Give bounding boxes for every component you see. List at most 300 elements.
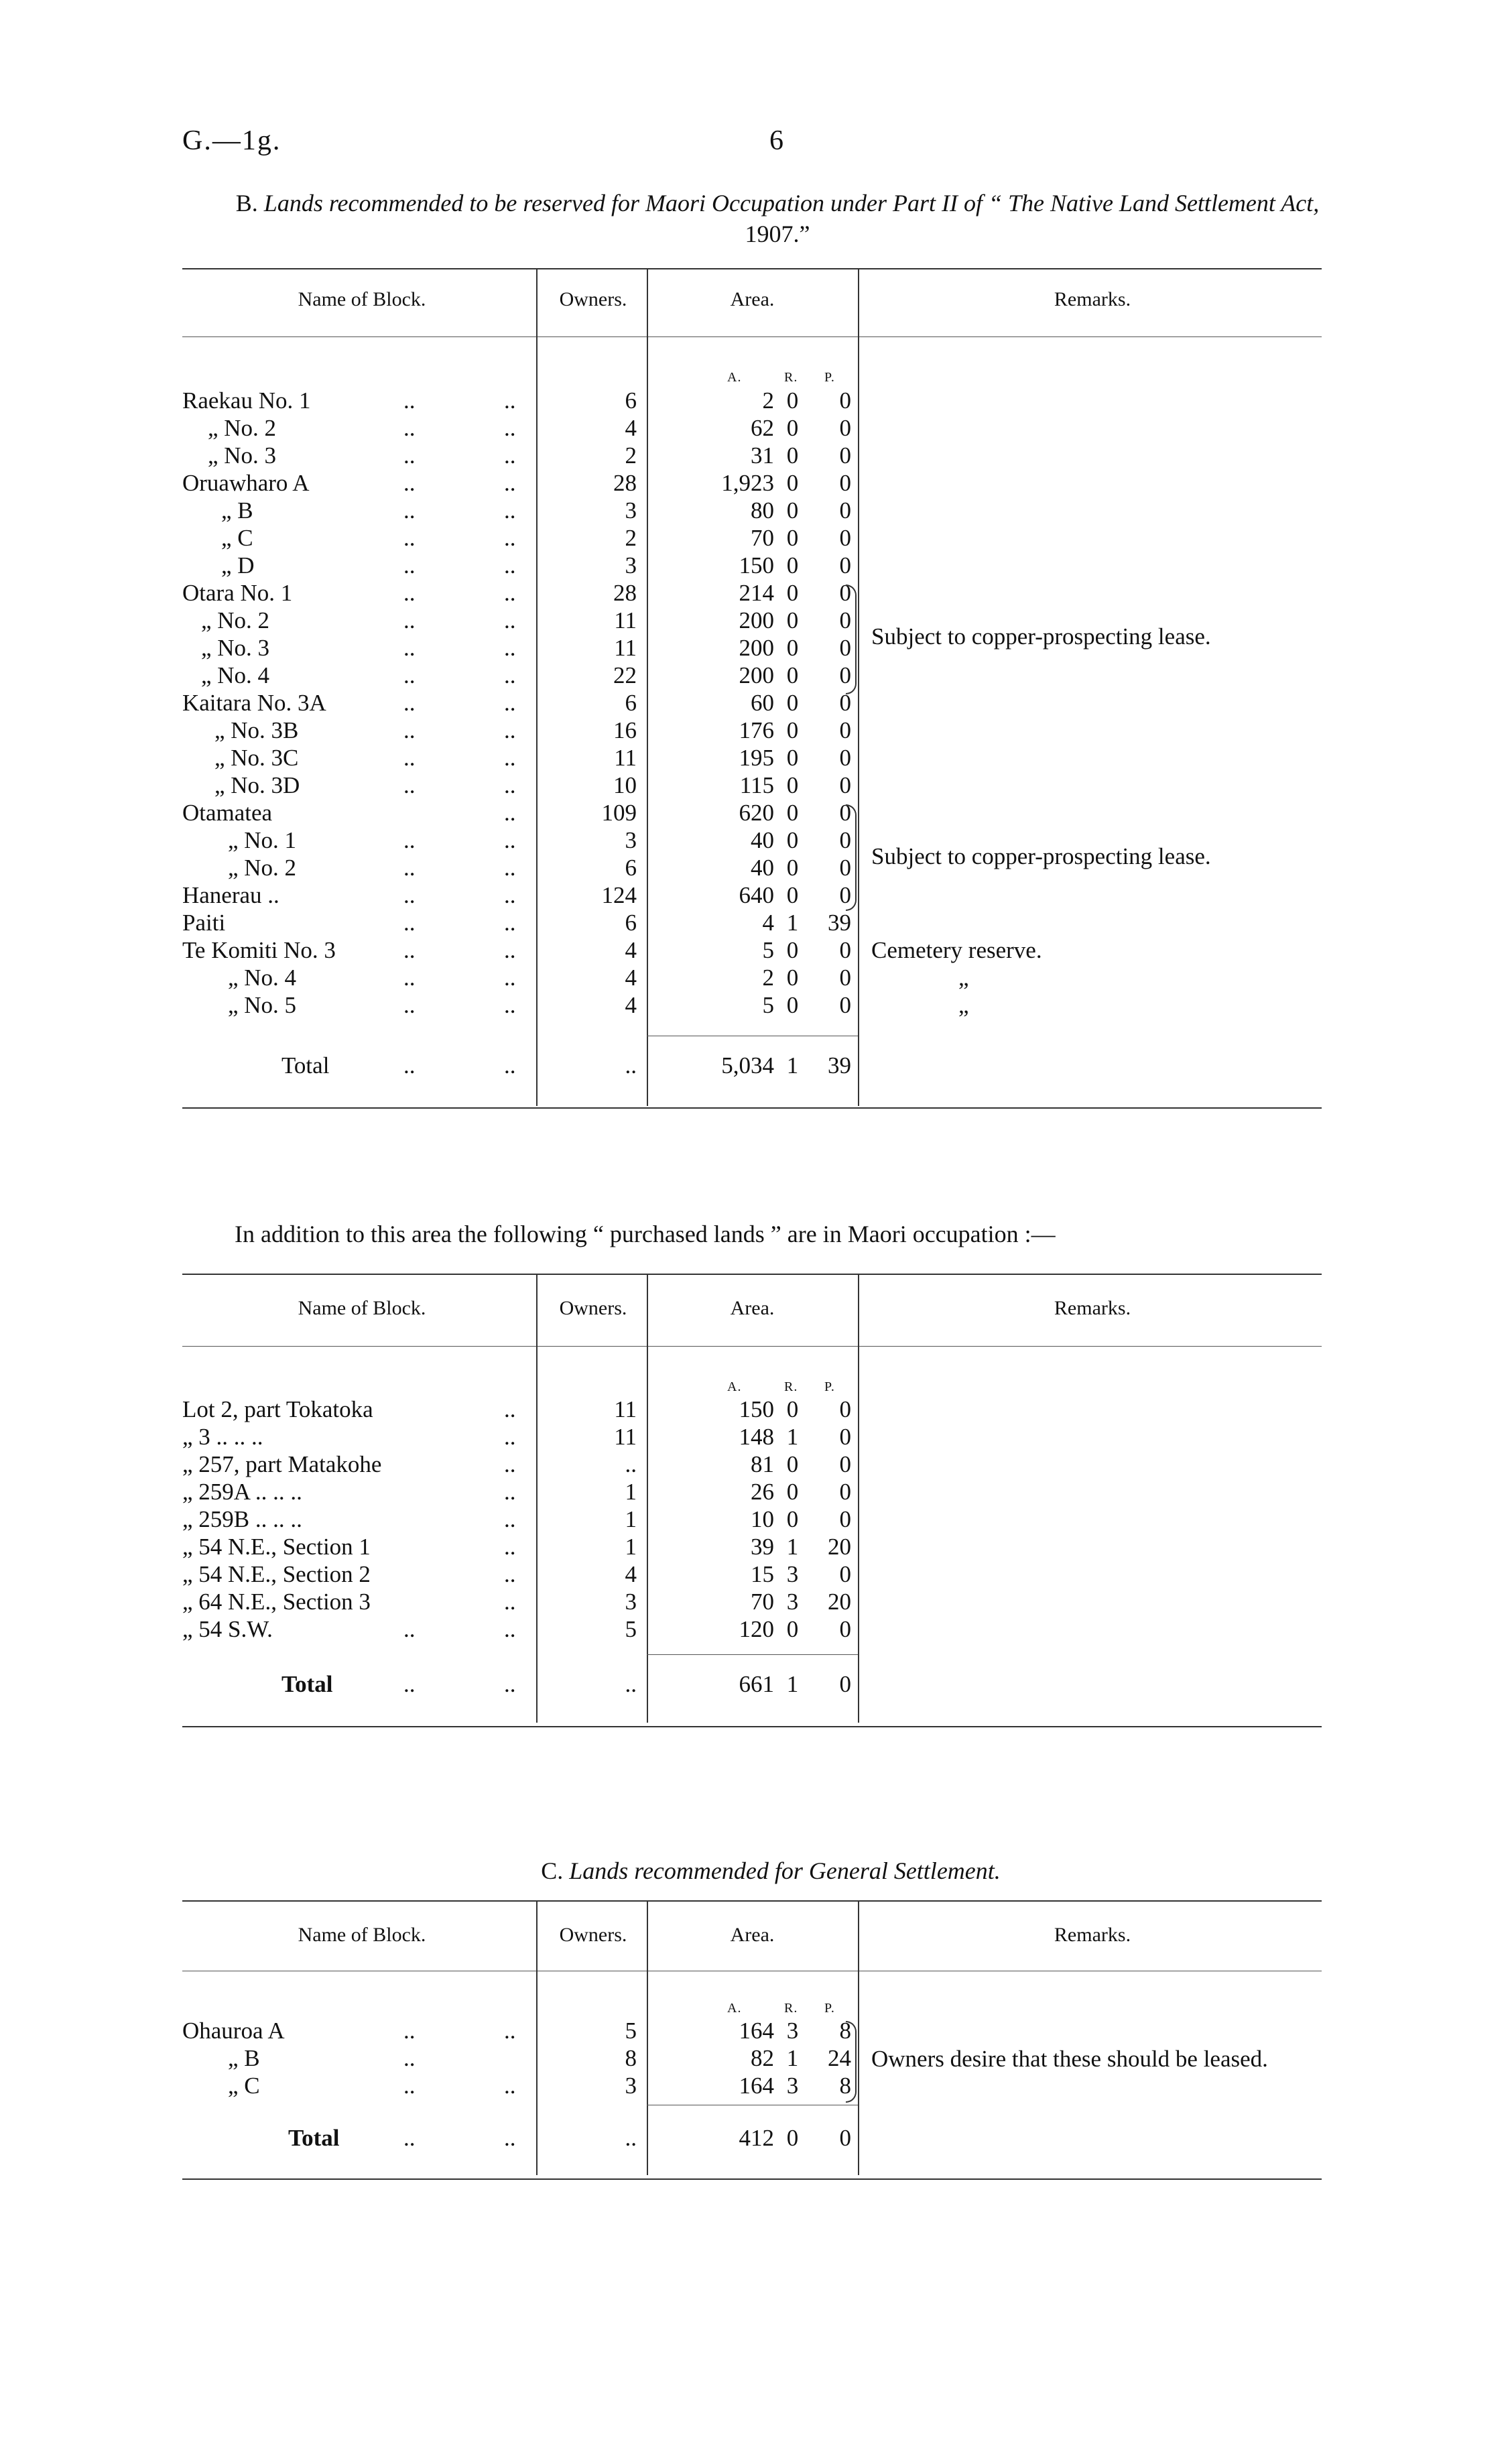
table-p-header-rule: [182, 1346, 1322, 1347]
acres-cell: 150: [739, 1396, 774, 1422]
table-b-bottom-rule: [182, 1107, 1322, 1109]
block-name-cell: Ohauroa A: [182, 2018, 285, 2044]
block-name-cell: „ No. 3C: [214, 745, 299, 771]
remark-otamatea: Subject to copper-prospecting lease.: [871, 843, 1211, 869]
roods-cell: 0: [786, 442, 799, 469]
owners-cell: ..: [625, 1671, 637, 1697]
leader-dots: ..: [504, 965, 516, 991]
acres-cell: 620: [739, 800, 774, 826]
block-name-cell: „ No. 3: [208, 442, 277, 469]
table-row: [0, 827, 1512, 855]
table-row: [0, 1479, 1512, 1507]
leader-dots: ..: [403, 1052, 416, 1079]
roods-cell: 0: [786, 1506, 799, 1532]
owners-cell: 16: [613, 717, 637, 743]
acres-cell: 81: [751, 1451, 774, 1477]
owners-cell: 4: [625, 937, 637, 963]
leader-dots: ..: [504, 800, 516, 826]
owners-cell: 11: [614, 745, 637, 771]
table-total-row: [0, 1671, 1512, 1699]
acres-cell: 661: [739, 1671, 774, 1697]
table-row: [0, 772, 1512, 800]
column-header-name: Name of Block.: [298, 288, 426, 310]
leader-dots: ..: [403, 415, 416, 441]
block-name-cell: „ No. 2: [208, 415, 277, 441]
block-name-cell: „ 54 S.W.: [182, 1616, 273, 1642]
leader-dots: ..: [403, 1616, 416, 1642]
column-header-remarks: Remarks.: [1054, 1924, 1131, 1946]
owners-cell: 6: [625, 855, 637, 881]
unit-roods: R.: [784, 2001, 798, 2016]
leader-dots: ..: [504, 1534, 516, 1560]
leader-dots: ..: [403, 1671, 416, 1697]
perches-cell: 0: [839, 1506, 851, 1532]
leader-dots: ..: [504, 992, 516, 1018]
block-name-cell: „ No. 2: [228, 855, 297, 881]
column-header-remarks: Remarks.: [1054, 1297, 1131, 1319]
owners-cell: ..: [625, 2125, 637, 2151]
unit-acres: A.: [727, 2001, 742, 2016]
owners-cell: ..: [625, 1451, 637, 1477]
leader-dots: ..: [504, 1671, 516, 1697]
document-reference: G.—1g.: [182, 125, 281, 156]
leader-dots: ..: [403, 855, 416, 881]
unit-perches: P.: [824, 1379, 835, 1394]
leader-dots: ..: [504, 607, 516, 633]
table-p-top-rule: [182, 1274, 1322, 1275]
acres-cell: 5: [762, 937, 774, 963]
section-b-title-year: 1907.”: [745, 221, 810, 247]
acres-cell: 60: [751, 690, 774, 716]
roods-cell: 1: [786, 1671, 799, 1697]
acres-cell: 15: [751, 1561, 774, 1587]
perches-cell: 0: [839, 415, 851, 441]
roods-cell: 0: [786, 1451, 799, 1477]
roods-cell: 0: [786, 607, 799, 633]
section-b-title: [228, 188, 1327, 249]
perches-cell: 0: [839, 552, 851, 578]
block-name-cell: „ B: [221, 497, 253, 524]
leader-dots: ..: [504, 882, 516, 908]
table-p-total-rule: [647, 1654, 858, 1655]
table-p-bottom-rule: [182, 1726, 1322, 1727]
leader-dots: ..: [403, 772, 416, 798]
acres-cell: 5,034: [721, 1052, 774, 1079]
section-b-title-text: Lands recommended to be reserved for Maori Occupation under Part II of “ The Native Land Settlement Act,: [263, 190, 1320, 217]
leader-dots: ..: [504, 1396, 516, 1422]
owners-cell: ..: [625, 1052, 637, 1079]
block-name-cell: „ C: [228, 2073, 260, 2099]
leader-dots: ..: [504, 470, 516, 496]
owners-cell: 124: [601, 882, 637, 908]
table-c-bottom-rule: [182, 2178, 1322, 2180]
acres-cell: 214: [739, 580, 774, 606]
acres-cell: 640: [739, 882, 774, 908]
table-row: [0, 1616, 1512, 1644]
owners-cell: 11: [614, 635, 637, 661]
table-row: [0, 910, 1512, 938]
leader-dots: ..: [504, 1052, 516, 1079]
acres-cell: 200: [739, 607, 774, 633]
table-row: [0, 442, 1512, 471]
perches-cell: 24: [828, 2045, 851, 2071]
leader-dots: ..: [403, 965, 416, 991]
acres-cell: 31: [751, 442, 774, 469]
owners-cell: 3: [625, 552, 637, 578]
section-c-title-text: Lands recommended for General Settlement.: [569, 1857, 1001, 1884]
acres-cell: 412: [739, 2125, 774, 2151]
block-name-cell: „ 3 .. .. ..: [182, 1424, 263, 1450]
leader-dots: ..: [403, 745, 416, 771]
table-row: [0, 2045, 1512, 2073]
roods-cell: 0: [786, 992, 799, 1018]
page-number: 6: [769, 125, 783, 156]
block-name-cell: Paiti: [182, 910, 226, 936]
block-name-cell: Total: [281, 1052, 330, 1079]
acres-cell: 176: [739, 717, 774, 743]
owners-cell: 8: [625, 2045, 637, 2071]
owners-cell: 2: [625, 442, 637, 469]
leader-dots: ..: [504, 1506, 516, 1532]
roods-cell: 0: [786, 882, 799, 908]
leader-dots: ..: [504, 1561, 516, 1587]
table-row: [0, 717, 1512, 745]
table-row: [0, 937, 1512, 965]
perches-cell: 0: [839, 662, 851, 688]
perches-cell: 39: [828, 1052, 851, 1079]
owners-cell: 1: [625, 1479, 637, 1505]
perches-cell: 20: [828, 1534, 851, 1560]
perches-cell: 0: [839, 937, 851, 963]
leader-dots: ..: [504, 662, 516, 688]
acres-cell: 10: [751, 1506, 774, 1532]
owners-cell: 2: [625, 525, 637, 551]
remark-owners-desire-lease: Owners desire that these should be leased.: [871, 2046, 1268, 2072]
roods-cell: 0: [786, 662, 799, 688]
leader-dots: ..: [504, 690, 516, 716]
perches-cell: 0: [839, 1671, 851, 1697]
roods-cell: 3: [786, 1589, 799, 1615]
leader-dots: ..: [403, 910, 416, 936]
owners-cell: 28: [613, 580, 637, 606]
leader-dots: ..: [403, 882, 416, 908]
roods-cell: 0: [786, 580, 799, 606]
table-row: [0, 992, 1512, 1020]
block-name-cell: „ No. 4: [201, 662, 270, 688]
block-name-cell: Oruawharo A: [182, 470, 310, 496]
remark-brace: [846, 804, 857, 911]
perches-cell: 0: [839, 1561, 851, 1587]
acres-cell: 164: [739, 2073, 774, 2099]
unit-roods: R.: [784, 1379, 798, 1394]
leader-dots: ..: [403, 387, 416, 414]
perches-cell: 0: [839, 745, 851, 771]
perches-cell: 0: [839, 992, 851, 1018]
perches-cell: 8: [839, 2018, 851, 2044]
perches-cell: 0: [839, 580, 851, 606]
leader-dots: ..: [504, 1589, 516, 1615]
perches-cell: 0: [839, 525, 851, 551]
roods-cell: 0: [786, 827, 799, 853]
column-header-name: Name of Block.: [298, 1924, 426, 1946]
perches-cell: 0: [839, 470, 851, 496]
perches-cell: 0: [839, 800, 851, 826]
leader-dots: ..: [403, 992, 416, 1018]
unit-perches: P.: [824, 370, 835, 385]
acres-cell: 4: [762, 910, 774, 936]
block-name-cell: Total: [281, 1671, 333, 1697]
block-name-cell: Lot 2, part Tokatoka: [182, 1396, 373, 1422]
leader-dots: ..: [504, 2125, 516, 2151]
leader-dots: ..: [403, 827, 416, 853]
roods-cell: 0: [786, 965, 799, 991]
leader-dots: ..: [403, 497, 416, 524]
perches-cell: 0: [839, 1479, 851, 1505]
roods-cell: 1: [786, 2045, 799, 2071]
owners-cell: 1: [625, 1506, 637, 1532]
leader-dots: ..: [504, 442, 516, 469]
roods-cell: 0: [786, 937, 799, 963]
block-name-cell: „ No. 2: [201, 607, 270, 633]
owners-cell: 28: [613, 470, 637, 496]
leader-dots: ..: [504, 552, 516, 578]
table-row: [0, 552, 1512, 580]
acres-cell: 148: [739, 1424, 774, 1450]
leader-dots: ..: [403, 937, 416, 963]
table-c-top-rule: [182, 1900, 1322, 1902]
table-row: [0, 525, 1512, 553]
leader-dots: ..: [403, 717, 416, 743]
owners-cell: 3: [625, 2073, 637, 2099]
table-row: [0, 470, 1512, 498]
block-name-cell: Otara No. 1: [182, 580, 293, 606]
table-row: [0, 1534, 1512, 1562]
block-name-cell: „ No. 3D: [214, 772, 300, 798]
unit-acres: A.: [727, 370, 742, 385]
owners-cell: 11: [614, 1424, 637, 1450]
table-row: [0, 497, 1512, 526]
owners-cell: 5: [625, 2018, 637, 2044]
leader-dots: ..: [504, 415, 516, 441]
perches-cell: 39: [828, 910, 851, 936]
leader-dots: ..: [504, 855, 516, 881]
leader-dots: ..: [504, 1479, 516, 1505]
block-name-cell: Total: [288, 2125, 340, 2151]
owners-cell: 6: [625, 910, 637, 936]
leader-dots: ..: [403, 580, 416, 606]
perches-cell: 0: [839, 635, 851, 661]
block-name-cell: „ 64 N.E., Section 3: [182, 1589, 371, 1615]
roods-cell: 3: [786, 2073, 799, 2099]
roods-cell: 0: [786, 1616, 799, 1642]
block-name-cell: „ D: [221, 552, 255, 578]
perches-cell: 0: [839, 1396, 851, 1422]
roods-cell: 1: [786, 1052, 799, 1079]
owners-cell: 22: [613, 662, 637, 688]
owners-cell: 11: [614, 1396, 637, 1422]
acres-cell: 70: [751, 1589, 774, 1615]
unit-roods: R.: [784, 370, 798, 385]
table-row: [0, 1589, 1512, 1617]
table-row: [0, 745, 1512, 773]
roods-cell: 1: [786, 1534, 799, 1560]
leader-dots: ..: [504, 937, 516, 963]
owners-cell: 4: [625, 965, 637, 991]
roods-cell: 0: [786, 772, 799, 798]
roods-cell: 0: [786, 1396, 799, 1422]
owners-cell: 3: [625, 827, 637, 853]
owners-cell: 5: [625, 1616, 637, 1642]
leader-dots: ..: [403, 525, 416, 551]
perches-cell: 0: [839, 1616, 851, 1642]
table-row: [0, 800, 1512, 828]
perches-cell: 0: [839, 882, 851, 908]
table-row: [0, 607, 1512, 635]
column-header-area: Area.: [730, 1924, 775, 1946]
block-name-cell: „ No. 3B: [214, 717, 299, 743]
table-row: [0, 1424, 1512, 1452]
block-name-cell: „ No. 1: [228, 827, 297, 853]
owners-cell: 4: [625, 1561, 637, 1587]
leader-dots: ..: [504, 1616, 516, 1642]
roods-cell: 3: [786, 2018, 799, 2044]
acres-cell: 200: [739, 635, 774, 661]
perches-cell: 0: [839, 2125, 851, 2151]
leader-dots: ..: [403, 2125, 416, 2151]
owners-cell: 4: [625, 992, 637, 1018]
table-row: [0, 2018, 1512, 2046]
leader-dots: ..: [403, 470, 416, 496]
section-b-letter: B.: [235, 190, 258, 217]
block-name-cell: „ 259B .. .. ..: [182, 1506, 302, 1532]
column-header-area: Area.: [730, 288, 775, 310]
table-row: [0, 387, 1512, 416]
purchased-lands-intro: In addition to this area the following “ purchased lands ” are in Maori occupation :—: [235, 1221, 1056, 1247]
perches-cell: 0: [839, 772, 851, 798]
acres-cell: 26: [751, 1479, 774, 1505]
roods-cell: 1: [786, 910, 799, 936]
roods-cell: 0: [786, 635, 799, 661]
roods-cell: 1: [786, 1424, 799, 1450]
acres-cell: 62: [751, 415, 774, 441]
roods-cell: 0: [786, 1479, 799, 1505]
column-header-owners: Owners.: [559, 288, 627, 310]
section-c-letter: C.: [541, 1857, 564, 1884]
perches-cell: 0: [839, 827, 851, 853]
block-name-cell: Hanerau ..: [182, 882, 279, 908]
table-b-header-rule: [182, 336, 1322, 337]
owners-cell: 4: [625, 415, 637, 441]
perches-cell: 0: [839, 690, 851, 716]
owners-cell: 1: [625, 1534, 637, 1560]
block-name-cell: „ C: [221, 525, 253, 551]
table-total-row: [0, 1052, 1512, 1081]
block-name-cell: „ 259A .. .. ..: [182, 1479, 302, 1505]
acres-cell: 80: [751, 497, 774, 524]
acres-cell: 70: [751, 525, 774, 551]
acres-cell: 120: [739, 1616, 774, 1642]
table-total-row: [0, 2125, 1512, 2153]
leader-dots: ..: [504, 910, 516, 936]
leader-dots: ..: [504, 387, 516, 414]
block-name-cell: „ No. 4: [228, 965, 297, 991]
roods-cell: 0: [786, 470, 799, 496]
perches-cell: 8: [839, 2073, 851, 2099]
acres-cell: 2: [762, 387, 774, 414]
leader-dots: ..: [504, 1424, 516, 1450]
leader-dots: ..: [504, 827, 516, 853]
perches-cell: 0: [839, 387, 851, 414]
table-row: [0, 882, 1512, 910]
acres-cell: 195: [739, 745, 774, 771]
leader-dots: ..: [504, 745, 516, 771]
acres-cell: 2: [762, 965, 774, 991]
column-header-name: Name of Block.: [298, 1297, 426, 1319]
leader-dots: ..: [403, 442, 416, 469]
acres-cell: 1,923: [721, 470, 774, 496]
perches-cell: 0: [839, 717, 851, 743]
table-row: [0, 690, 1512, 718]
acres-cell: 82: [751, 2045, 774, 2071]
perches-cell: 0: [839, 497, 851, 524]
leader-dots: ..: [504, 497, 516, 524]
perches-cell: 0: [839, 855, 851, 881]
leader-dots: ..: [504, 2073, 516, 2099]
acres-cell: 150: [739, 552, 774, 578]
owners-cell: 3: [625, 497, 637, 524]
roods-cell: 0: [786, 2125, 799, 2151]
roods-cell: 0: [786, 745, 799, 771]
table-row: [0, 1506, 1512, 1534]
leader-dots: ..: [504, 1451, 516, 1477]
roods-cell: 0: [786, 415, 799, 441]
leader-dots: ..: [403, 662, 416, 688]
leader-dots: ..: [403, 607, 416, 633]
acres-cell: 115: [739, 772, 774, 798]
leader-dots: ..: [504, 2018, 516, 2044]
unit-acres: A.: [727, 1379, 742, 1394]
block-name-cell: „ B: [228, 2045, 260, 2071]
roods-cell: 0: [786, 525, 799, 551]
table-row: [0, 415, 1512, 443]
leader-dots: ..: [504, 580, 516, 606]
roods-cell: 0: [786, 552, 799, 578]
table-row: [0, 580, 1512, 608]
table-row: [0, 1396, 1512, 1424]
table-row: [0, 965, 1512, 993]
perches-cell: 0: [839, 1451, 851, 1477]
remark-ditto: „: [958, 992, 969, 1018]
table-b-top-rule: [182, 268, 1322, 269]
block-name-cell: „ 257, part Matakohe: [182, 1451, 382, 1477]
roods-cell: 0: [786, 497, 799, 524]
table-row: [0, 1451, 1512, 1479]
leader-dots: ..: [504, 635, 516, 661]
column-header-owners: Owners.: [559, 1924, 627, 1946]
owners-cell: 6: [625, 690, 637, 716]
remark-otara: Subject to copper-prospecting lease.: [871, 623, 1211, 650]
roods-cell: 3: [786, 1561, 799, 1587]
remark-brace: [846, 584, 857, 694]
perches-cell: 0: [839, 442, 851, 469]
column-header-area: Area.: [730, 1297, 775, 1319]
perches-cell: 20: [828, 1589, 851, 1615]
leader-dots: ..: [403, 2073, 416, 2099]
table-row: [0, 855, 1512, 883]
roods-cell: 0: [786, 387, 799, 414]
remark-cemetery: Cemetery reserve.: [871, 937, 1042, 963]
remark-brace: [846, 2021, 857, 2103]
